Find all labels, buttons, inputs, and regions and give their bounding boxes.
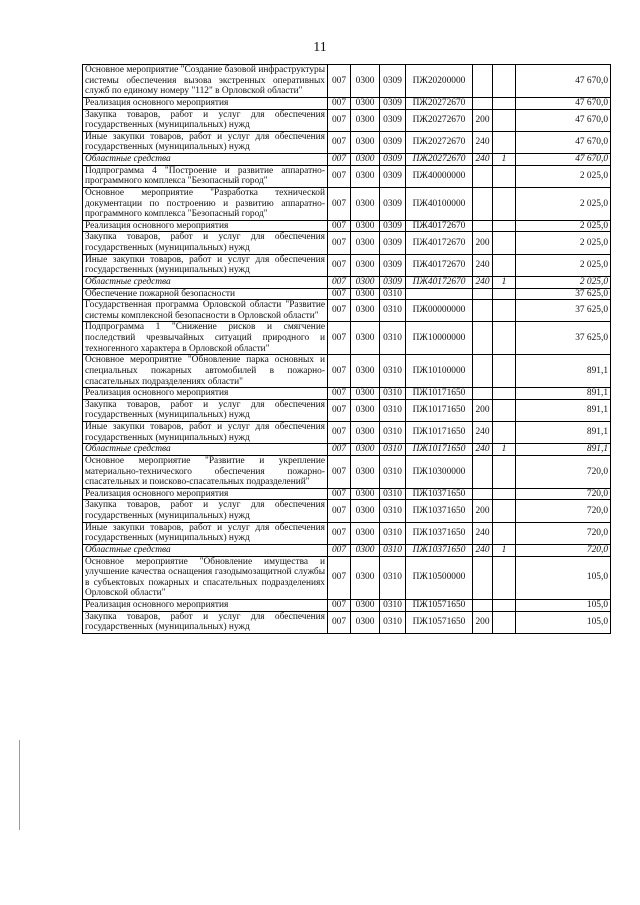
row-ministry-code: 007 <box>328 288 351 300</box>
row-subsection-code: 0310 <box>380 322 406 355</box>
row-name: Подпрограмма 1 "Снижение рисков и смягчение последствий чрезвычайных ситуаций природного и техногенного характера в Орловской области" <box>83 322 328 355</box>
table-row <box>83 131 611 153</box>
row-expense-type: 240 <box>473 254 493 276</box>
row-expense-type <box>473 187 493 220</box>
row-name: Закупка товаров, работ и услуг для обеспечения государственных (муниципальных) нужд <box>83 399 328 421</box>
row-ministry-code: 007 <box>328 97 351 109</box>
row-expense-type: 240 <box>473 276 493 288</box>
table-row <box>83 388 611 400</box>
row-expense-type: 200 <box>473 399 493 421</box>
row-subsection-code: 0309 <box>380 65 406 98</box>
row-subsection-code: 0309 <box>380 276 406 288</box>
row-target-article: ПЖ40000000 <box>406 165 473 187</box>
row-amount: 105,0 <box>516 611 611 633</box>
row-subsection-code: 0310 <box>380 488 406 500</box>
row-name: Государственная программа Орловской области "Развитие системы комплексной безопасности в Орловской области" <box>83 300 328 322</box>
row-section-code: 0300 <box>351 388 380 400</box>
row-name: Основное мероприятие "Разработка технической документации по построению и развитию аппаратно-программного комплекса "Безопасный город" <box>83 187 328 220</box>
row-amount: 720,0 <box>516 500 611 522</box>
row-ministry-code: 007 <box>328 611 351 633</box>
row-name: Основное мероприятие "Обновление имущества и улучшение качества оснащения газодымозащитной службы в субъектовых пожарных и спасательных подразделениях Орловской области" <box>83 556 328 600</box>
row-funding-source <box>493 488 516 500</box>
row-name: Иные закупки товаров, работ и услуг для обеспечения государственных (муниципальных) нужд <box>83 254 328 276</box>
row-ministry-code: 007 <box>328 220 351 232</box>
row-section-code: 0300 <box>351 399 380 421</box>
row-amount: 2 025,0 <box>516 220 611 232</box>
row-funding-source <box>493 97 516 109</box>
row-ministry-code: 007 <box>328 232 351 254</box>
row-amount: 2 025,0 <box>516 165 611 187</box>
row-amount: 47 670,0 <box>516 109 611 131</box>
row-subsection-code: 0310 <box>380 444 406 456</box>
margin-rule <box>19 740 20 830</box>
row-amount: 47 670,0 <box>516 131 611 153</box>
row-ministry-code: 007 <box>328 276 351 288</box>
row-name: Реализация основного мероприятия <box>83 488 328 500</box>
row-funding-source: 1 <box>493 276 516 288</box>
row-amount: 47 670,0 <box>516 65 611 98</box>
row-amount: 105,0 <box>516 600 611 612</box>
row-section-code: 0300 <box>351 544 380 556</box>
row-funding-source <box>493 556 516 600</box>
row-ministry-code: 007 <box>328 355 351 388</box>
row-expense-type: 240 <box>473 444 493 456</box>
row-subsection-code: 0309 <box>380 220 406 232</box>
table-row <box>83 288 611 300</box>
row-target-article: ПЖ10371650 <box>406 488 473 500</box>
row-expense-type: 200 <box>473 500 493 522</box>
row-section-code: 0300 <box>351 455 380 488</box>
row-name: Реализация основного мероприятия <box>83 600 328 612</box>
row-section-code: 0300 <box>351 611 380 633</box>
row-target-article: ПЖ20272670 <box>406 97 473 109</box>
table-row <box>83 276 611 288</box>
row-name: Закупка товаров, работ и услуг для обеспечения государственных (муниципальных) нужд <box>83 109 328 131</box>
row-funding-source <box>493 422 516 444</box>
table-row <box>83 422 611 444</box>
table-row <box>83 488 611 500</box>
row-amount: 720,0 <box>516 522 611 544</box>
row-name: Реализация основного мероприятия <box>83 97 328 109</box>
row-expense-type <box>473 455 493 488</box>
table-row <box>83 522 611 544</box>
row-ministry-code: 007 <box>328 388 351 400</box>
row-subsection-code: 0310 <box>380 288 406 300</box>
row-ministry-code: 007 <box>328 322 351 355</box>
row-expense-type <box>473 165 493 187</box>
row-amount: 37 625,0 <box>516 300 611 322</box>
row-section-code: 0300 <box>351 131 380 153</box>
row-section-code: 0300 <box>351 422 380 444</box>
row-name: Реализация основного мероприятия <box>83 220 328 232</box>
row-expense-type <box>473 488 493 500</box>
row-funding-source <box>493 300 516 322</box>
row-expense-type: 200 <box>473 232 493 254</box>
row-funding-source <box>493 220 516 232</box>
row-amount: 105,0 <box>516 556 611 600</box>
row-amount: 37 625,0 <box>516 288 611 300</box>
row-expense-type <box>473 97 493 109</box>
row-target-article: ПЖ10171650 <box>406 422 473 444</box>
row-name: Закупка товаров, работ и услуг для обеспечения государственных (муниципальных) нужд <box>83 232 328 254</box>
row-target-article: ПЖ40172670 <box>406 220 473 232</box>
row-ministry-code: 007 <box>328 109 351 131</box>
row-name: Иные закупки товаров, работ и услуг для обеспечения государственных (муниципальных) нужд <box>83 422 328 444</box>
row-funding-source <box>493 455 516 488</box>
table-row <box>83 455 611 488</box>
row-amount: 47 670,0 <box>516 97 611 109</box>
row-funding-source <box>493 165 516 187</box>
row-section-code: 0300 <box>351 165 380 187</box>
row-ministry-code: 007 <box>328 254 351 276</box>
row-name: Обеспечение пожарной безопасности <box>83 288 328 300</box>
row-ministry-code: 007 <box>328 444 351 456</box>
row-ministry-code: 007 <box>328 500 351 522</box>
row-subsection-code: 0310 <box>380 422 406 444</box>
row-target-article <box>406 288 473 300</box>
row-name: Подпрограмма 4 "Построение и развитие аппаратно-программного комплекса "Безопасный город" <box>83 165 328 187</box>
table-row <box>83 97 611 109</box>
row-name: Основное мероприятие "Развитие и укрепление материально-технического обеспечения пожарно-спасательных и поисково-спасательных подразделений" <box>83 455 328 488</box>
table-row <box>83 165 611 187</box>
row-subsection-code: 0310 <box>380 455 406 488</box>
row-expense-type <box>473 388 493 400</box>
row-ministry-code: 007 <box>328 187 351 220</box>
row-name: Закупка товаров, работ и услуг для обеспечения государственных (муниципальных) нужд <box>83 611 328 633</box>
row-amount: 720,0 <box>516 488 611 500</box>
table-row <box>83 611 611 633</box>
row-amount: 47 670,0 <box>516 154 611 166</box>
row-section-code: 0300 <box>351 488 380 500</box>
table-row <box>83 154 611 166</box>
table-row <box>83 109 611 131</box>
row-subsection-code: 0310 <box>380 500 406 522</box>
row-funding-source <box>493 522 516 544</box>
row-amount: 891,1 <box>516 422 611 444</box>
row-ministry-code: 007 <box>328 544 351 556</box>
row-name: Областные средства <box>83 444 328 456</box>
row-subsection-code: 0309 <box>380 154 406 166</box>
row-target-article: ПЖ20272670 <box>406 131 473 153</box>
row-name: Основное мероприятие "Обновление парка основных и специальных пожарных автомобилей в пожарно-спасательных подразделениях области" <box>83 355 328 388</box>
row-section-code: 0300 <box>351 187 380 220</box>
table-row <box>83 355 611 388</box>
row-expense-type <box>473 65 493 98</box>
row-name: Областные средства <box>83 154 328 166</box>
table-row <box>83 544 611 556</box>
row-expense-type: 240 <box>473 544 493 556</box>
row-subsection-code: 0309 <box>380 131 406 153</box>
row-expense-type <box>473 220 493 232</box>
row-section-code: 0300 <box>351 97 380 109</box>
row-amount: 720,0 <box>516 455 611 488</box>
row-funding-source <box>493 109 516 131</box>
row-expense-type: 240 <box>473 522 493 544</box>
row-funding-source <box>493 187 516 220</box>
row-section-code: 0300 <box>351 276 380 288</box>
row-amount: 2 025,0 <box>516 276 611 288</box>
row-ministry-code: 007 <box>328 399 351 421</box>
row-ministry-code: 007 <box>328 556 351 600</box>
table-row <box>83 600 611 612</box>
row-funding-source <box>493 355 516 388</box>
row-amount: 720,0 <box>516 544 611 556</box>
row-target-article: ПЖ40172670 <box>406 254 473 276</box>
row-section-code: 0300 <box>351 232 380 254</box>
row-name: Областные средства <box>83 544 328 556</box>
row-target-article: ПЖ20272670 <box>406 154 473 166</box>
row-subsection-code: 0309 <box>380 165 406 187</box>
row-funding-source <box>493 399 516 421</box>
row-name: Основное мероприятие "Создание базовой инфраструктуры системы обеспечения вызова экстренных оперативных служб по единому номеру "112" в Орловской области" <box>83 65 328 98</box>
row-funding-source <box>493 500 516 522</box>
row-funding-source <box>493 254 516 276</box>
row-funding-source <box>493 288 516 300</box>
row-section-code: 0300 <box>351 322 380 355</box>
row-target-article: ПЖ10371650 <box>406 544 473 556</box>
row-expense-type: 240 <box>473 422 493 444</box>
row-expense-type <box>473 322 493 355</box>
row-section-code: 0300 <box>351 254 380 276</box>
table-row <box>83 254 611 276</box>
row-subsection-code: 0310 <box>380 355 406 388</box>
row-target-article: ПЖ10171650 <box>406 399 473 421</box>
row-ministry-code: 007 <box>328 131 351 153</box>
row-section-code: 0300 <box>351 500 380 522</box>
table-row <box>83 500 611 522</box>
table-row <box>83 220 611 232</box>
row-name: Областные средства <box>83 276 328 288</box>
row-subsection-code: 0309 <box>380 109 406 131</box>
row-section-code: 0300 <box>351 65 380 98</box>
row-section-code: 0300 <box>351 556 380 600</box>
row-amount: 891,1 <box>516 355 611 388</box>
row-funding-source <box>493 611 516 633</box>
row-amount: 2 025,0 <box>516 254 611 276</box>
row-section-code: 0300 <box>351 288 380 300</box>
row-subsection-code: 0309 <box>380 97 406 109</box>
row-funding-source: 1 <box>493 444 516 456</box>
row-target-article: ПЖ10300000 <box>406 455 473 488</box>
row-expense-type: 240 <box>473 154 493 166</box>
row-name: Иные закупки товаров, работ и услуг для обеспечения государственных (муниципальных) нужд <box>83 131 328 153</box>
row-target-article: ПЖ20272670 <box>406 109 473 131</box>
row-funding-source: 1 <box>493 544 516 556</box>
row-ministry-code: 007 <box>328 455 351 488</box>
table-row <box>83 322 611 355</box>
row-target-article: ПЖ00000000 <box>406 300 473 322</box>
row-expense-type: 200 <box>473 611 493 633</box>
table-row <box>83 300 611 322</box>
table-row <box>83 232 611 254</box>
row-funding-source <box>493 600 516 612</box>
row-subsection-code: 0310 <box>380 388 406 400</box>
table-row <box>83 399 611 421</box>
row-target-article: ПЖ10171650 <box>406 444 473 456</box>
budget-table <box>82 64 611 634</box>
row-funding-source <box>493 131 516 153</box>
row-section-code: 0300 <box>351 220 380 232</box>
row-ministry-code: 007 <box>328 422 351 444</box>
page-number: 11 <box>313 40 327 55</box>
row-ministry-code: 007 <box>328 300 351 322</box>
row-subsection-code: 0310 <box>380 600 406 612</box>
row-amount: 2 025,0 <box>516 187 611 220</box>
row-ministry-code: 007 <box>328 600 351 612</box>
row-section-code: 0300 <box>351 522 380 544</box>
row-target-article: ПЖ10500000 <box>406 556 473 600</box>
row-ministry-code: 007 <box>328 488 351 500</box>
row-expense-type <box>473 300 493 322</box>
table-row <box>83 187 611 220</box>
row-target-article: ПЖ10571650 <box>406 600 473 612</box>
row-target-article: ПЖ10371650 <box>406 522 473 544</box>
row-ministry-code: 007 <box>328 65 351 98</box>
row-section-code: 0300 <box>351 444 380 456</box>
table-row <box>83 65 611 98</box>
row-subsection-code: 0310 <box>380 556 406 600</box>
row-section-code: 0300 <box>351 600 380 612</box>
row-subsection-code: 0309 <box>380 254 406 276</box>
row-expense-type: 240 <box>473 131 493 153</box>
row-section-code: 0300 <box>351 109 380 131</box>
row-subsection-code: 0310 <box>380 300 406 322</box>
row-subsection-code: 0310 <box>380 544 406 556</box>
row-funding-source <box>493 232 516 254</box>
row-expense-type <box>473 600 493 612</box>
row-expense-type: 200 <box>473 109 493 131</box>
row-target-article: ПЖ40172670 <box>406 276 473 288</box>
table-row <box>83 444 611 456</box>
row-subsection-code: 0310 <box>380 522 406 544</box>
row-target-article: ПЖ40100000 <box>406 187 473 220</box>
row-amount: 2 025,0 <box>516 232 611 254</box>
row-target-article: ПЖ10371650 <box>406 500 473 522</box>
row-target-article: ПЖ10100000 <box>406 355 473 388</box>
row-section-code: 0300 <box>351 154 380 166</box>
row-funding-source: 1 <box>493 154 516 166</box>
row-target-article: ПЖ10000000 <box>406 322 473 355</box>
row-funding-source <box>493 388 516 400</box>
row-target-article: ПЖ20200000 <box>406 65 473 98</box>
row-name: Иные закупки товаров, работ и услуг для обеспечения государственных (муниципальных) нужд <box>83 522 328 544</box>
row-target-article: ПЖ10571650 <box>406 611 473 633</box>
row-funding-source <box>493 322 516 355</box>
row-amount: 37 625,0 <box>516 322 611 355</box>
row-section-code: 0300 <box>351 300 380 322</box>
table-row <box>83 556 611 600</box>
row-target-article: ПЖ10171650 <box>406 388 473 400</box>
row-amount: 891,1 <box>516 444 611 456</box>
row-funding-source <box>493 65 516 98</box>
row-subsection-code: 0309 <box>380 187 406 220</box>
row-ministry-code: 007 <box>328 165 351 187</box>
row-expense-type <box>473 355 493 388</box>
row-name: Закупка товаров, работ и услуг для обеспечения государственных (муниципальных) нужд <box>83 500 328 522</box>
row-expense-type <box>473 288 493 300</box>
row-ministry-code: 007 <box>328 522 351 544</box>
row-subsection-code: 0309 <box>380 232 406 254</box>
row-target-article: ПЖ40172670 <box>406 232 473 254</box>
row-subsection-code: 0310 <box>380 611 406 633</box>
row-expense-type <box>473 556 493 600</box>
row-name: Реализация основного мероприятия <box>83 388 328 400</box>
row-ministry-code: 007 <box>328 154 351 166</box>
row-amount: 891,1 <box>516 399 611 421</box>
row-subsection-code: 0310 <box>380 399 406 421</box>
row-amount: 891,1 <box>516 388 611 400</box>
row-section-code: 0300 <box>351 355 380 388</box>
